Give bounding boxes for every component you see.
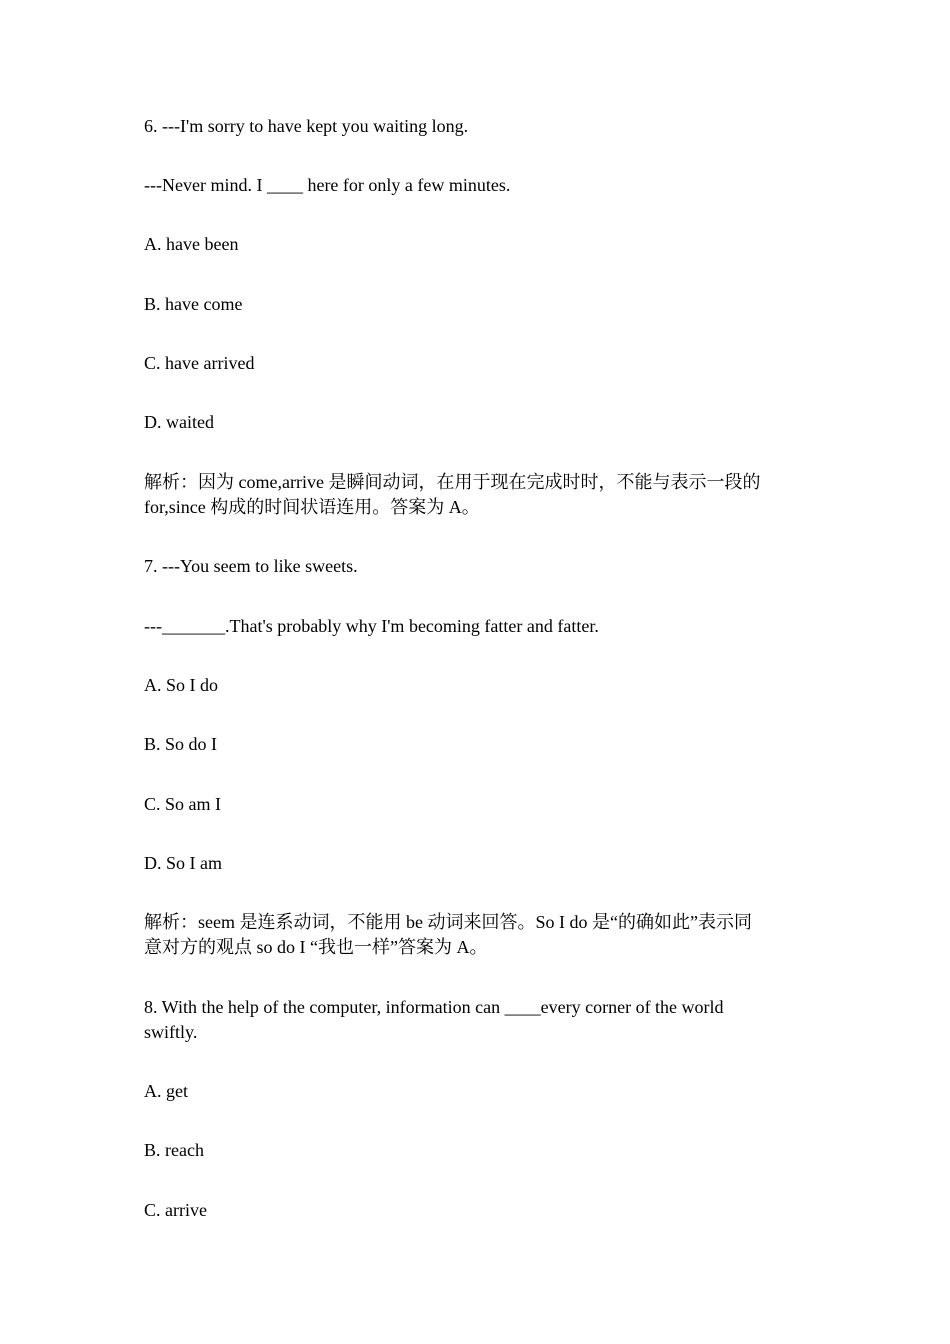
question-6-reply: ---Never mind. I ____ here for only a few minutes. [144, 175, 511, 195]
question-6-option-a: A. have been [144, 234, 239, 254]
question-6-explanation-line-2: for,since 构成的时间状语连用。答案为 A。 [144, 497, 480, 517]
question-6-option-c: C. have arrived [144, 353, 255, 373]
question-6-stem: 6. ---I'm sorry to have kept you waiting long. [144, 116, 469, 136]
question-8-stem-line-1: 8. With the help of the computer, information can ____every corner of the world [144, 997, 724, 1017]
question-8-option-a: A. get [144, 1081, 188, 1101]
question-7-option-d: D. So I am [144, 853, 222, 873]
question-7-explanation-line-2: 意对方的观点 so do I “我也一样”答案为 A。 [144, 937, 488, 957]
question-8-option-c: C. arrive [144, 1200, 207, 1220]
question-8-stem-line-2: swiftly. [144, 1022, 198, 1042]
question-8-option-b: B. reach [144, 1140, 204, 1160]
question-7-option-c: C. So am I [144, 794, 222, 814]
question-7-reply: ---_______.That's probably why I'm becoming fatter and fatter. [144, 616, 599, 636]
question-6-option-b: B. have come [144, 294, 243, 314]
question-7-explanation-line-1: 解析：seem 是连系动词，不能用 be 动词来回答。So I do 是“的确如此”表示同 [144, 912, 752, 932]
question-6-option-d: D. waited [144, 412, 214, 432]
question-7-stem: 7. ---You seem to like sweets. [144, 556, 358, 576]
question-6-explanation-line-1: 解析：因为 come,arrive 是瞬间动词，在用于现在完成时时，不能与表示一段的 [144, 472, 761, 492]
question-7-option-a: A. So I do [144, 675, 219, 695]
question-7-option-b: B. So do I [144, 734, 218, 754]
